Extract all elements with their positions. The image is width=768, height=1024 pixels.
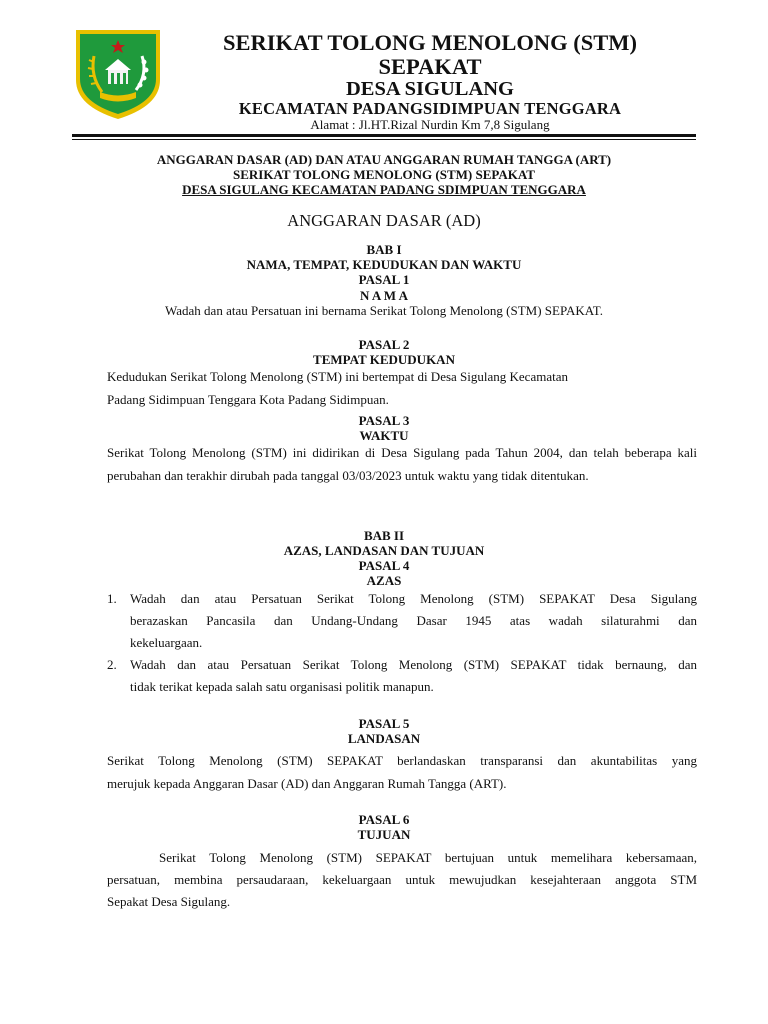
- org-name-line2: SEPAKAT: [378, 54, 482, 79]
- address-line: Alamat : Jl.HT.Rizal Nurdin Km 7,8 Sigulang: [310, 117, 550, 132]
- letterhead-divider-thin: [72, 139, 696, 140]
- pasal-title: LANDASAN: [347, 731, 421, 746]
- village-name: DESA SIGULANG: [345, 78, 515, 100]
- bab-title: NAMA, TEMPAT, KEDUDUKAN DAN WAKTU: [246, 257, 522, 272]
- pasal-title: TEMPAT KEDUDUKAN: [313, 352, 455, 367]
- list-item-line: kekeluargaan.: [130, 635, 203, 650]
- list-item-line: Wadah dan atau Persatuan Serikat Tolong Menolong (STM) SEPAKAT Desa Sigulang: [130, 591, 697, 606]
- pasal-title: WAKTU: [359, 428, 409, 443]
- bab-label: BAB I: [366, 242, 402, 257]
- regional-emblem-icon: [72, 26, 164, 122]
- list-item-number: 1.: [107, 591, 117, 606]
- pasal-label: PASAL 1: [358, 272, 410, 287]
- pasal-text: Wadah dan atau Persatuan ini bernama Serikat Tolong Menolong (STM) SEPAKAT.: [165, 303, 603, 318]
- pasal-title: TUJUAN: [357, 827, 411, 842]
- pasal-text-line: persatuan, membina persaudaraan, kekeluargaan untuk mewujudkan kesejahteraan anggota STM: [107, 872, 697, 887]
- doc-title-line3: DESA SIGULANG KECAMATAN PADANG SDIMPUAN TENGGARA: [182, 182, 586, 197]
- pasal-label: PASAL 3: [358, 413, 410, 428]
- doc-title-line2: SERIKAT TOLONG MENOLONG (STM) SEPAKAT: [233, 167, 535, 182]
- bab-label: BAB II: [363, 528, 405, 543]
- pasal-label: PASAL 2: [358, 337, 410, 352]
- pasal-label: PASAL 6: [358, 812, 410, 827]
- letterhead-divider-thick: [72, 134, 696, 137]
- list-item-line: Wadah dan atau Persatuan Serikat Tolong Menolong (STM) SEPAKAT tidak bernaung, dan: [130, 657, 697, 672]
- pasal-text-line: Kedudukan Serikat Tolong Menolong (STM) ini bertempat di Desa Sigulang Kecamatan: [107, 369, 568, 384]
- pasal-title: AZAS: [366, 573, 402, 588]
- list-item-line: tidak terikat kepada salah satu organisasi politik manapun.: [130, 679, 434, 694]
- pasal-text-line: merujuk kepada Anggaran Dasar (AD) dan Anggaran Rumah Tangga (ART).: [107, 776, 507, 791]
- pasal-text: Serikat Tolong Menolong (STM) ini didirikan di Desa Sigulang pada Tahun 2004, dan telah beberapa kali perubahan dan terakhir dirubah pada tanggal 03/03/2023 untuk waktu yang tidak ditentukan.: [107, 445, 697, 483]
- section-title: ANGGARAN DASAR (AD): [287, 211, 481, 230]
- list-item-number: 2.: [107, 657, 117, 672]
- pasal-label: PASAL 5: [358, 716, 410, 731]
- pasal-title: N A M A: [359, 288, 409, 303]
- district-name: KECAMATAN PADANGSIDIMPUAN TENGGARA: [238, 99, 622, 118]
- doc-title-line1: ANGGARAN DASAR (AD) DAN ATAU ANGGARAN RUMAH TANGGA (ART): [156, 152, 612, 167]
- org-name-line1: SERIKAT TOLONG MENOLONG (STM): [222, 30, 638, 55]
- pasal-text-line: Sepakat Desa Sigulang.: [107, 894, 231, 909]
- pasal-text-line: Serikat Tolong Menolong (STM) SEPAKAT bertujuan untuk memelihara kebersamaan,: [159, 850, 697, 865]
- pasal-text-line: Serikat Tolong Menolong (STM) SEPAKAT berlandaskan transparansi dan akuntabilitas yang: [107, 753, 697, 768]
- bab-title: AZAS, LANDASAN DAN TUJUAN: [283, 543, 485, 558]
- list-item-line: berazaskan Pancasila dan Undang-Undang Dasar 1945 atas wadah silaturahmi dan: [130, 613, 697, 628]
- pasal-text-line: Padang Sidimpuan Tenggara Kota Padang Sidimpuan.: [107, 392, 389, 407]
- pasal-label: PASAL 4: [358, 558, 410, 573]
